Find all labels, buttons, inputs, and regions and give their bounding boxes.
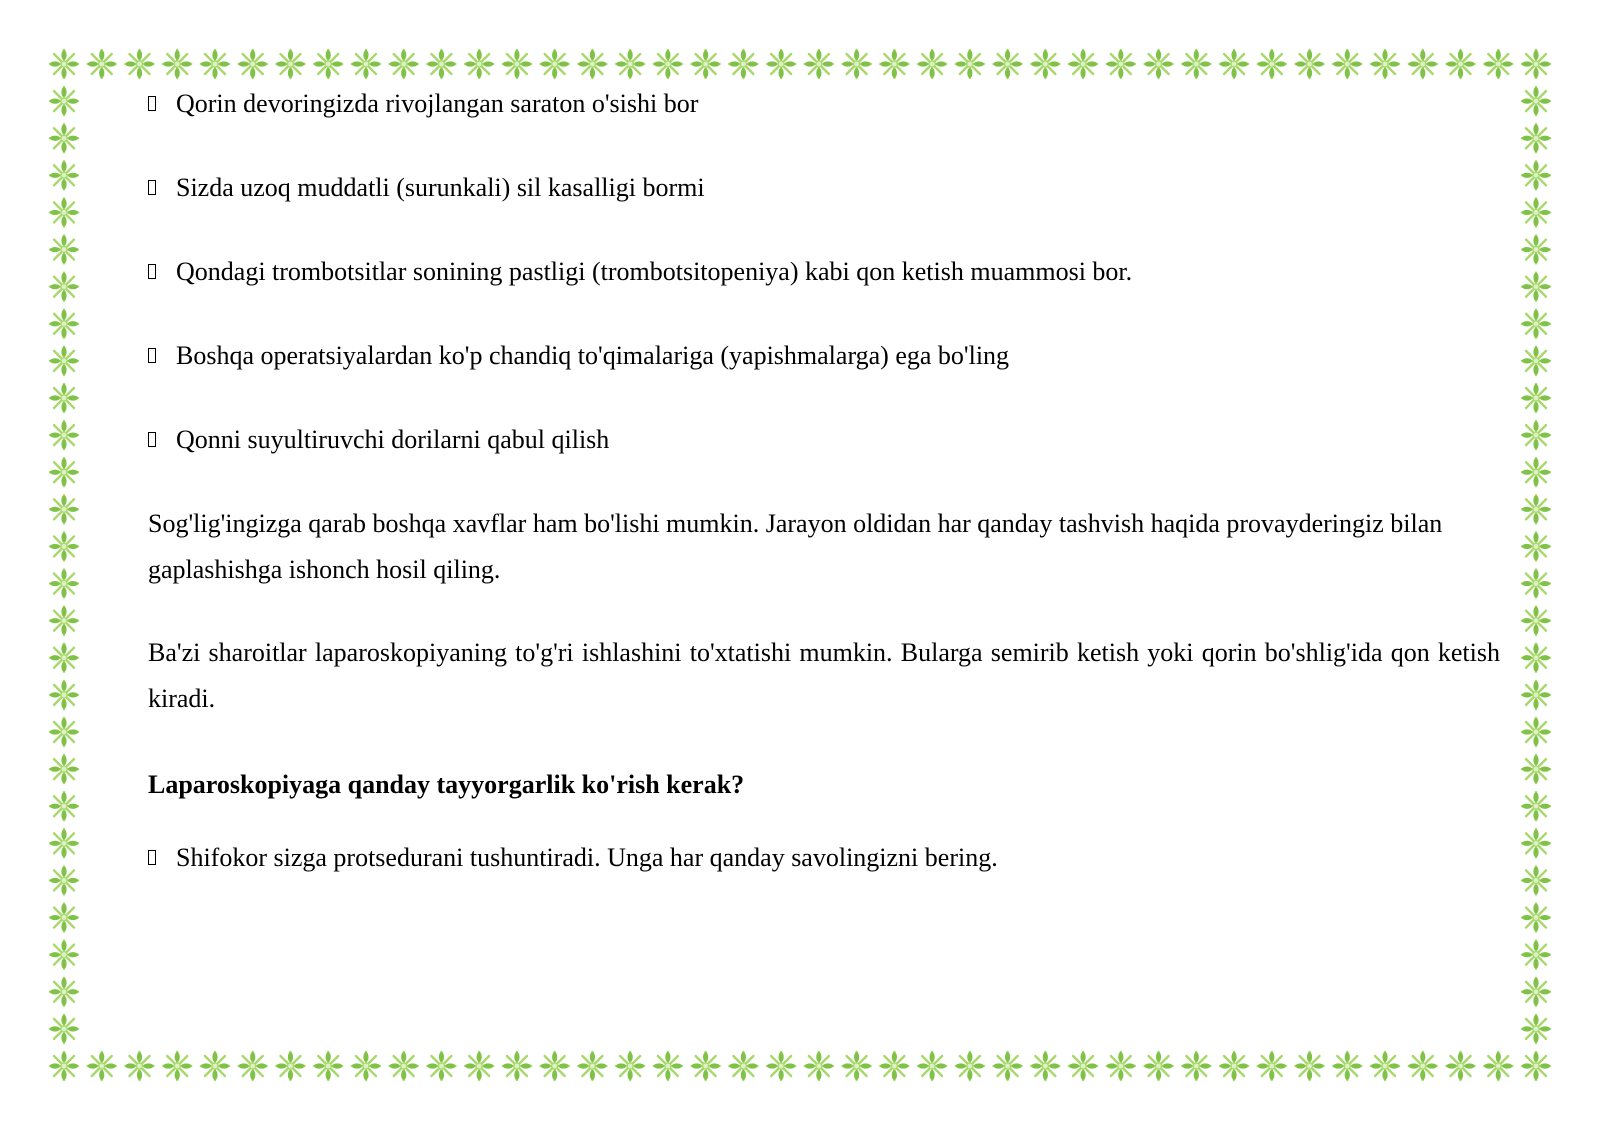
green-asterisk-flower-icon — [1522, 1015, 1550, 1043]
green-asterisk-flower-icon — [1522, 904, 1550, 932]
green-asterisk-flower-icon — [50, 607, 78, 635]
border-right-column — [1522, 87, 1550, 1043]
green-asterisk-flower-icon — [50, 161, 78, 189]
green-asterisk-flower-icon — [1522, 458, 1550, 486]
green-asterisk-flower-icon — [50, 310, 78, 338]
green-asterisk-flower-icon — [50, 904, 78, 932]
list-item-text: Shifokor sizga protsedurani tushuntiradi. Unga har qanday savolingizni bering. — [176, 843, 998, 872]
list-item-text: Qonni suyultiruvchi dorilarni qabul qilish — [176, 425, 610, 454]
bullet-glyph — [148, 96, 156, 111]
green-asterisk-flower-icon — [1522, 273, 1550, 301]
green-asterisk-flower-icon — [50, 495, 78, 523]
green-asterisk-flower-icon — [1522, 570, 1550, 598]
green-asterisk-flower-icon — [1522, 347, 1550, 375]
green-asterisk-flower-icon — [50, 1015, 78, 1043]
green-asterisk-flower-icon — [1522, 87, 1550, 115]
green-asterisk-flower-icon — [50, 421, 78, 449]
bullet-glyph — [148, 432, 156, 447]
section-heading: Laparoskopiyaga qanday tayyorgarlik ko'rish kerak? — [148, 770, 745, 799]
green-asterisk-flower-icon — [1522, 495, 1550, 523]
green-asterisk-flower-icon — [88, 50, 116, 78]
list-item-text: Qorin devoringizda rivojlangan saraton o'sishi bor — [176, 89, 699, 118]
green-asterisk-flower-icon — [1522, 718, 1550, 746]
green-asterisk-flower-icon — [50, 829, 78, 857]
green-asterisk-flower-icon — [50, 124, 78, 152]
green-asterisk-flower-icon — [50, 644, 78, 672]
green-asterisk-flower-icon — [1522, 384, 1550, 412]
list-item-text: Boshqa operatsiyalardan ko'p chandiq to'qimalariga (yapishmalarga) ega bo'ling — [176, 341, 1010, 370]
list-item-text: Sizda uzoq muddatli (surunkali) sil kasalligi bormi — [176, 173, 705, 202]
green-asterisk-flower-icon — [50, 50, 78, 78]
green-asterisk-flower-icon — [50, 866, 78, 894]
green-asterisk-flower-icon — [1522, 124, 1550, 152]
document-body — [148, 0, 1500, 1131]
bullet-glyph — [148, 850, 156, 865]
border-left-column — [50, 87, 78, 1043]
paragraph-conditions: Ba'zi sharoitlar laparoskopiyaning to'g'ri ishlashini to'xtatishi mumkin. Bularga semirib ketish yoki qorin bo'shlig'ida qon ketish kiradi. — [148, 638, 1500, 713]
bullet-glyph — [148, 264, 156, 279]
green-asterisk-flower-icon — [50, 384, 78, 412]
green-asterisk-flower-icon — [50, 87, 78, 115]
green-asterisk-flower-icon — [50, 458, 78, 486]
green-asterisk-flower-icon — [50, 681, 78, 709]
green-asterisk-flower-icon — [1522, 941, 1550, 969]
green-asterisk-flower-icon — [50, 718, 78, 746]
green-asterisk-flower-icon — [50, 198, 78, 226]
green-asterisk-flower-icon — [1522, 792, 1550, 820]
green-asterisk-flower-icon — [50, 347, 78, 375]
green-asterisk-flower-icon — [1522, 1052, 1550, 1080]
green-asterisk-flower-icon — [50, 792, 78, 820]
green-asterisk-flower-icon — [50, 273, 78, 301]
bullet-glyph — [148, 180, 156, 195]
green-asterisk-flower-icon — [50, 1052, 78, 1080]
green-asterisk-flower-icon — [1522, 236, 1550, 264]
green-asterisk-flower-icon — [50, 941, 78, 969]
green-asterisk-flower-icon — [50, 236, 78, 264]
list-item-text: Qondagi trombotsitlar sonining pastligi (trombotsitopeniya) kabi qon ketish muammosi bor. — [176, 257, 1133, 286]
green-asterisk-flower-icon — [1522, 978, 1550, 1006]
green-asterisk-flower-icon — [1522, 310, 1550, 338]
green-asterisk-flower-icon — [50, 978, 78, 1006]
bullet-glyph — [148, 348, 156, 363]
green-asterisk-flower-icon — [50, 755, 78, 783]
green-asterisk-flower-icon — [1522, 681, 1550, 709]
green-asterisk-flower-icon — [1522, 644, 1550, 672]
green-asterisk-flower-icon — [1522, 198, 1550, 226]
green-asterisk-flower-icon — [1522, 755, 1550, 783]
green-asterisk-flower-icon — [1522, 532, 1550, 560]
green-asterisk-flower-icon — [1522, 866, 1550, 894]
green-asterisk-flower-icon — [1522, 829, 1550, 857]
green-asterisk-flower-icon — [1522, 50, 1550, 78]
green-asterisk-flower-icon — [88, 1052, 116, 1080]
green-asterisk-flower-icon — [50, 532, 78, 560]
green-asterisk-flower-icon — [50, 570, 78, 598]
green-asterisk-flower-icon — [1522, 607, 1550, 635]
green-asterisk-flower-icon — [1522, 421, 1550, 449]
paragraph-other-risks: Sog'lig'ingizga qarab boshqa xavflar ham bo'lishi mumkin. Jarayon oldidan har qanday tashvish haqida provayderingiz bilan gaplashishga ishonch hosil qiling. — [148, 509, 1443, 584]
green-asterisk-flower-icon — [1522, 161, 1550, 189]
